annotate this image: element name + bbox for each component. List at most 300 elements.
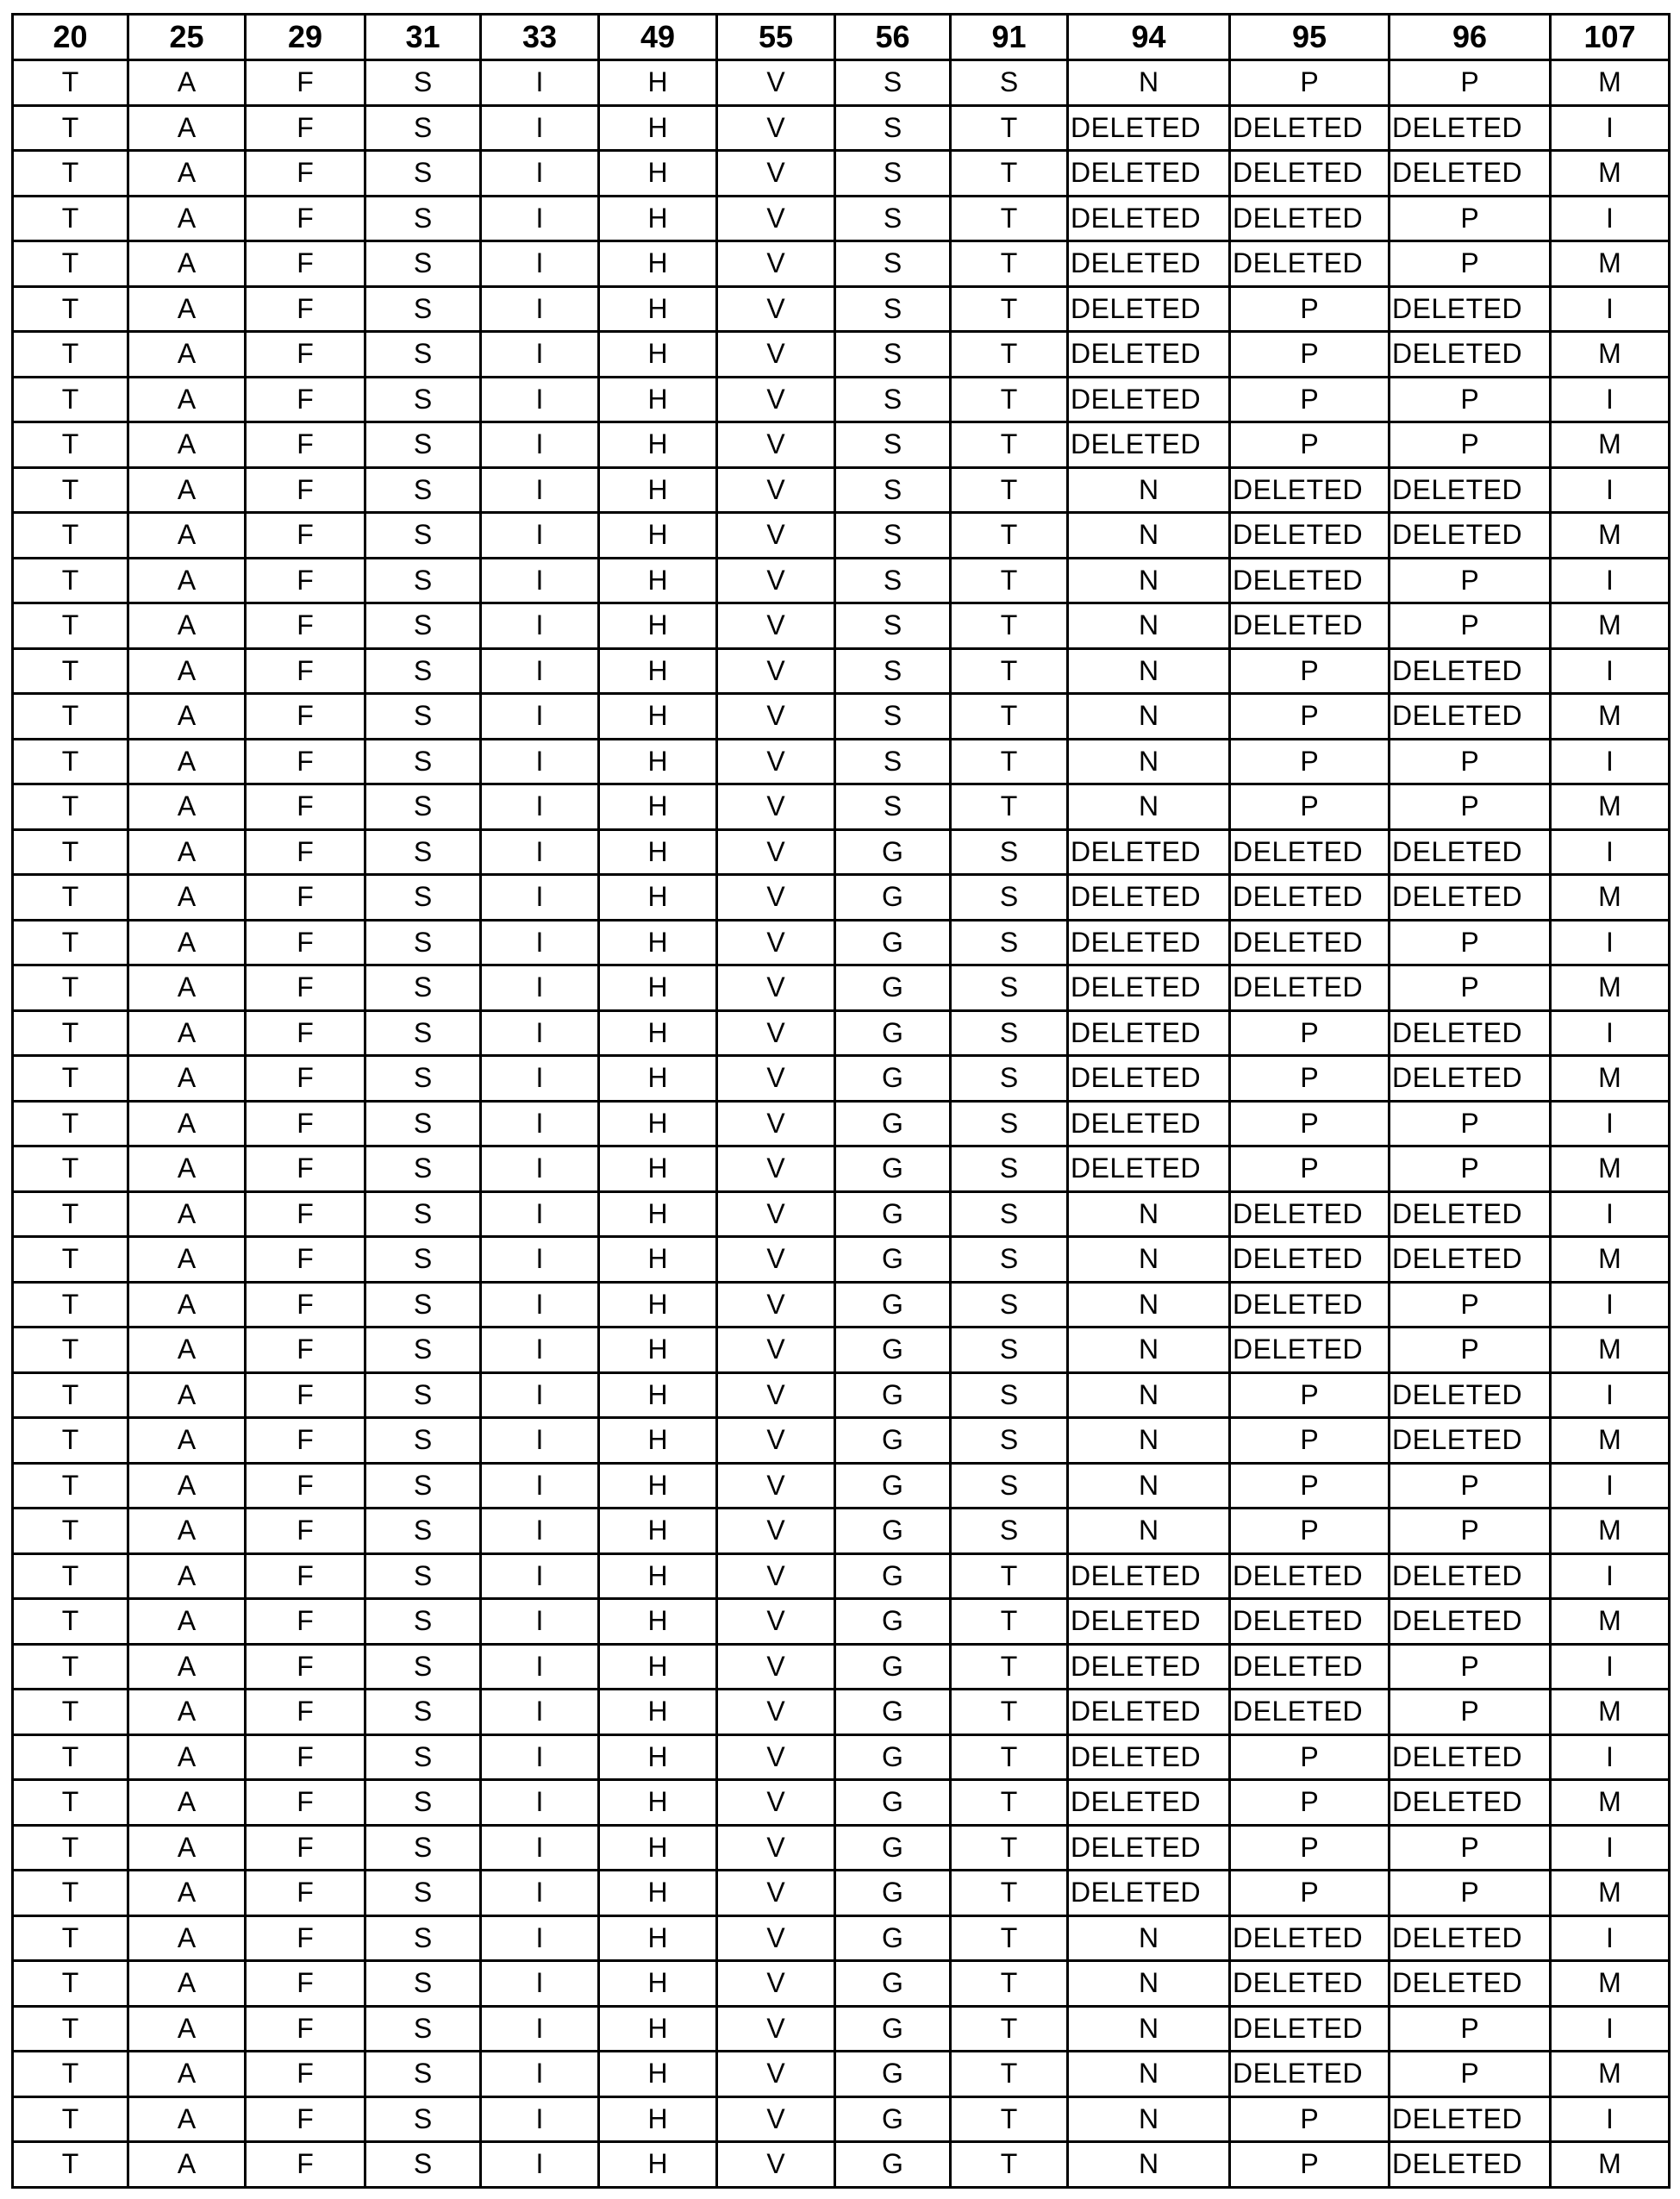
residue-cell: S bbox=[365, 1191, 481, 1237]
residue-cell: H bbox=[599, 1010, 717, 1056]
residue-cell: V bbox=[717, 2052, 835, 2097]
residue-cell: I bbox=[1551, 1010, 1670, 1056]
residue-cell: V bbox=[717, 1237, 835, 1283]
residue-cell: I bbox=[481, 377, 599, 422]
column-header-position: 49 bbox=[599, 15, 717, 60]
residue-cell: P bbox=[1230, 2142, 1390, 2188]
deleted-cell: DELETED bbox=[1068, 1056, 1230, 1102]
residue-cell: G bbox=[835, 2142, 951, 2188]
residue-cell: T bbox=[13, 1915, 128, 1961]
residue-cell: G bbox=[835, 875, 951, 921]
residue-cell: A bbox=[128, 1237, 246, 1283]
deleted-cell: DELETED bbox=[1068, 1101, 1230, 1146]
residue-cell: M bbox=[1551, 875, 1670, 921]
deleted-cell: DELETED bbox=[1390, 1418, 1551, 1464]
deleted-cell: DELETED bbox=[1068, 1010, 1230, 1056]
residue-cell: M bbox=[1551, 1871, 1670, 1916]
residue-cell: I bbox=[1551, 377, 1670, 422]
residue-cell: V bbox=[717, 1328, 835, 1373]
residue-cell: T bbox=[951, 241, 1068, 287]
residue-cell: I bbox=[481, 648, 599, 694]
residue-cell: T bbox=[951, 2052, 1068, 2097]
residue-cell: I bbox=[481, 513, 599, 559]
residue-cell: G bbox=[835, 1690, 951, 1735]
residue-cell: M bbox=[1551, 1509, 1670, 1554]
residue-cell: F bbox=[246, 151, 365, 197]
table-row bbox=[13, 1282, 1670, 1328]
deleted-cell: DELETED bbox=[1230, 2052, 1390, 2097]
residue-cell: F bbox=[246, 1191, 365, 1237]
residue-cell: H bbox=[599, 1780, 717, 1826]
residue-cell: H bbox=[599, 105, 717, 151]
residue-cell: S bbox=[951, 1282, 1068, 1328]
residue-cell: S bbox=[835, 422, 951, 468]
residue-cell: A bbox=[128, 422, 246, 468]
residue-cell: V bbox=[717, 151, 835, 197]
residue-cell: S bbox=[365, 603, 481, 649]
residue-cell: I bbox=[481, 105, 599, 151]
residue-cell: P bbox=[1390, 1146, 1551, 1192]
residue-cell: T bbox=[951, 151, 1068, 197]
deleted-cell: DELETED bbox=[1068, 1599, 1230, 1645]
residue-cell: V bbox=[717, 2006, 835, 2052]
residue-cell: I bbox=[1551, 2006, 1670, 2052]
residue-cell: T bbox=[13, 1690, 128, 1735]
residue-cell: S bbox=[365, 1418, 481, 1464]
header-row bbox=[13, 15, 1670, 60]
table-row bbox=[13, 1101, 1670, 1146]
residue-cell: G bbox=[835, 1146, 951, 1192]
residue-cell: S bbox=[365, 2096, 481, 2142]
residue-cell: S bbox=[365, 1961, 481, 2007]
residue-cell: S bbox=[365, 920, 481, 965]
residue-cell: F bbox=[246, 1825, 365, 1871]
residue-cell: F bbox=[246, 1372, 365, 1418]
residue-cell: N bbox=[1068, 1328, 1230, 1373]
residue-cell: P bbox=[1230, 1372, 1390, 1418]
residue-cell: N bbox=[1068, 513, 1230, 559]
residue-cell: T bbox=[951, 422, 1068, 468]
residue-cell: P bbox=[1230, 1101, 1390, 1146]
residue-cell: T bbox=[13, 2006, 128, 2052]
deleted-cell: DELETED bbox=[1068, 422, 1230, 468]
residue-cell: A bbox=[128, 332, 246, 378]
residue-cell: I bbox=[481, 241, 599, 287]
residue-cell: A bbox=[128, 2096, 246, 2142]
residue-cell: T bbox=[13, 648, 128, 694]
residue-cell: T bbox=[13, 286, 128, 332]
table-row bbox=[13, 286, 1670, 332]
residue-cell: T bbox=[951, 1734, 1068, 1780]
table-row bbox=[13, 332, 1670, 378]
residue-cell: S bbox=[365, 784, 481, 830]
residue-cell: H bbox=[599, 1644, 717, 1690]
residue-cell: I bbox=[1551, 1915, 1670, 1961]
residue-cell: S bbox=[365, 467, 481, 513]
residue-cell: M bbox=[1551, 694, 1670, 740]
residue-cell: S bbox=[835, 60, 951, 106]
deleted-cell: DELETED bbox=[1390, 286, 1551, 332]
residue-cell: T bbox=[951, 603, 1068, 649]
deleted-cell: DELETED bbox=[1230, 1553, 1390, 1599]
table-row bbox=[13, 2006, 1670, 2052]
residue-cell: I bbox=[481, 1237, 599, 1283]
residue-cell: V bbox=[717, 739, 835, 784]
residue-cell: V bbox=[717, 2096, 835, 2142]
deleted-cell: DELETED bbox=[1390, 1734, 1551, 1780]
residue-cell: P bbox=[1390, 1509, 1551, 1554]
residue-cell: I bbox=[481, 1509, 599, 1554]
residue-cell: I bbox=[481, 1056, 599, 1102]
residue-cell: I bbox=[481, 1282, 599, 1328]
residue-cell: T bbox=[13, 1372, 128, 1418]
residue-cell: I bbox=[481, 1961, 599, 2007]
residue-cell: S bbox=[835, 467, 951, 513]
residue-cell: T bbox=[13, 1553, 128, 1599]
residue-cell: T bbox=[951, 694, 1068, 740]
residue-cell: G bbox=[835, 1961, 951, 2007]
residue-cell: G bbox=[835, 1553, 951, 1599]
residue-cell: F bbox=[246, 648, 365, 694]
residue-cell: G bbox=[835, 1056, 951, 1102]
residue-cell: N bbox=[1068, 2006, 1230, 2052]
residue-cell: T bbox=[13, 1418, 128, 1464]
residue-cell: P bbox=[1230, 1418, 1390, 1464]
residue-cell: M bbox=[1551, 1961, 1670, 2007]
deleted-cell: DELETED bbox=[1230, 1191, 1390, 1237]
residue-cell: G bbox=[835, 965, 951, 1011]
residue-cell: G bbox=[835, 1418, 951, 1464]
residue-cell: A bbox=[128, 1328, 246, 1373]
deleted-cell: DELETED bbox=[1230, 467, 1390, 513]
residue-cell: A bbox=[128, 1690, 246, 1735]
residue-cell: H bbox=[599, 467, 717, 513]
deleted-cell: DELETED bbox=[1068, 241, 1230, 287]
residue-cell: V bbox=[717, 875, 835, 921]
residue-cell: A bbox=[128, 1010, 246, 1056]
residue-cell: P bbox=[1230, 784, 1390, 830]
residue-cell: F bbox=[246, 965, 365, 1011]
residue-cell: P bbox=[1390, 558, 1551, 603]
residue-cell: A bbox=[128, 1463, 246, 1509]
residue-cell: H bbox=[599, 1599, 717, 1645]
residue-cell: F bbox=[246, 1010, 365, 1056]
residue-cell: T bbox=[951, 196, 1068, 241]
residue-cell: F bbox=[246, 603, 365, 649]
residue-cell: V bbox=[717, 603, 835, 649]
residue-cell: S bbox=[365, 1734, 481, 1780]
residue-cell: V bbox=[717, 467, 835, 513]
residue-cell: I bbox=[1551, 1734, 1670, 1780]
residue-cell: H bbox=[599, 603, 717, 649]
deleted-cell: DELETED bbox=[1068, 1871, 1230, 1916]
residue-cell: G bbox=[835, 1734, 951, 1780]
column-header-position: 31 bbox=[365, 15, 481, 60]
table-row bbox=[13, 1825, 1670, 1871]
residue-cell: I bbox=[481, 1780, 599, 1826]
table-row bbox=[13, 1734, 1670, 1780]
residue-cell: S bbox=[835, 241, 951, 287]
residue-cell: G bbox=[835, 1915, 951, 1961]
residue-cell: F bbox=[246, 739, 365, 784]
residue-cell: T bbox=[951, 784, 1068, 830]
residue-cell: S bbox=[365, 422, 481, 468]
deleted-cell: DELETED bbox=[1068, 1825, 1230, 1871]
table-row bbox=[13, 1056, 1670, 1102]
residue-cell: A bbox=[128, 1644, 246, 1690]
deleted-cell: DELETED bbox=[1230, 920, 1390, 965]
residue-cell: T bbox=[13, 1282, 128, 1328]
table-row bbox=[13, 105, 1670, 151]
residue-cell: P bbox=[1230, 739, 1390, 784]
residue-cell: G bbox=[835, 1282, 951, 1328]
residue-cell: H bbox=[599, 377, 717, 422]
residue-cell: P bbox=[1390, 2052, 1551, 2097]
residue-cell: G bbox=[835, 1463, 951, 1509]
residue-cell: V bbox=[717, 1282, 835, 1328]
residue-cell: S bbox=[835, 648, 951, 694]
residue-cell: M bbox=[1551, 422, 1670, 468]
residue-cell: S bbox=[835, 151, 951, 197]
residue-cell: A bbox=[128, 603, 246, 649]
deleted-cell: DELETED bbox=[1390, 648, 1551, 694]
residue-cell: A bbox=[128, 2142, 246, 2188]
residue-cell: S bbox=[951, 1328, 1068, 1373]
residue-cell: M bbox=[1551, 1690, 1670, 1735]
residue-cell: M bbox=[1551, 1056, 1670, 1102]
residue-cell: H bbox=[599, 965, 717, 1011]
deleted-cell: DELETED bbox=[1390, 694, 1551, 740]
residue-cell: H bbox=[599, 2052, 717, 2097]
residue-cell: H bbox=[599, 1282, 717, 1328]
table-row bbox=[13, 784, 1670, 830]
deleted-cell: DELETED bbox=[1390, 467, 1551, 513]
residue-cell: S bbox=[365, 1463, 481, 1509]
residue-cell: P bbox=[1390, 965, 1551, 1011]
residue-cell: F bbox=[246, 2006, 365, 2052]
residue-cell: P bbox=[1390, 784, 1551, 830]
residue-cell: S bbox=[835, 332, 951, 378]
residue-cell: I bbox=[1551, 1101, 1670, 1146]
residue-cell: I bbox=[481, 829, 599, 875]
residue-cell: S bbox=[365, 1372, 481, 1418]
residue-cell: T bbox=[13, 196, 128, 241]
residue-cell: I bbox=[481, 875, 599, 921]
residue-cell: M bbox=[1551, 1328, 1670, 1373]
residue-cell: F bbox=[246, 241, 365, 287]
residue-cell: H bbox=[599, 2142, 717, 2188]
residue-cell: S bbox=[951, 965, 1068, 1011]
table-row bbox=[13, 1237, 1670, 1283]
residue-cell: A bbox=[128, 694, 246, 740]
table-row bbox=[13, 1146, 1670, 1192]
deleted-cell: DELETED bbox=[1390, 829, 1551, 875]
residue-cell: T bbox=[13, 1101, 128, 1146]
residue-cell: S bbox=[951, 1101, 1068, 1146]
residue-cell: T bbox=[13, 2052, 128, 2097]
residue-cell: H bbox=[599, 829, 717, 875]
residue-cell: F bbox=[246, 286, 365, 332]
residue-cell: G bbox=[835, 2052, 951, 2097]
residue-cell: V bbox=[717, 920, 835, 965]
deleted-cell: DELETED bbox=[1068, 1553, 1230, 1599]
residue-cell: N bbox=[1068, 784, 1230, 830]
residue-cell: S bbox=[365, 1871, 481, 1916]
residue-cell: P bbox=[1390, 739, 1551, 784]
residue-cell: M bbox=[1551, 332, 1670, 378]
deleted-cell: DELETED bbox=[1230, 1237, 1390, 1283]
residue-cell: F bbox=[246, 1871, 365, 1916]
residue-cell: T bbox=[951, 1961, 1068, 2007]
residue-cell: H bbox=[599, 1509, 717, 1554]
residue-cell: A bbox=[128, 2006, 246, 2052]
residue-cell: H bbox=[599, 1101, 717, 1146]
residue-cell: S bbox=[951, 875, 1068, 921]
residue-cell: F bbox=[246, 513, 365, 559]
deleted-cell: DELETED bbox=[1230, 1328, 1390, 1373]
residue-cell: F bbox=[246, 196, 365, 241]
residue-cell: I bbox=[1551, 1463, 1670, 1509]
residue-cell: T bbox=[951, 105, 1068, 151]
deleted-cell: DELETED bbox=[1230, 241, 1390, 287]
residue-cell: S bbox=[365, 558, 481, 603]
residue-cell: T bbox=[13, 920, 128, 965]
residue-cell: N bbox=[1068, 60, 1230, 106]
deleted-cell: DELETED bbox=[1230, 151, 1390, 197]
residue-cell: P bbox=[1230, 1871, 1390, 1916]
deleted-cell: DELETED bbox=[1230, 1690, 1390, 1735]
residue-cell: F bbox=[246, 1146, 365, 1192]
residue-cell: S bbox=[365, 829, 481, 875]
residue-cell: V bbox=[717, 105, 835, 151]
residue-cell: P bbox=[1390, 377, 1551, 422]
column-header-position: 96 bbox=[1390, 15, 1551, 60]
residue-cell: F bbox=[246, 1056, 365, 1102]
residue-cell: I bbox=[481, 1328, 599, 1373]
residue-cell: S bbox=[365, 965, 481, 1011]
residue-cell: S bbox=[365, 648, 481, 694]
residue-cell: I bbox=[481, 739, 599, 784]
residue-cell: F bbox=[246, 60, 365, 106]
residue-cell: S bbox=[835, 694, 951, 740]
residue-cell: A bbox=[128, 105, 246, 151]
deleted-cell: DELETED bbox=[1390, 332, 1551, 378]
table-row bbox=[13, 558, 1670, 603]
residue-cell: F bbox=[246, 1734, 365, 1780]
residue-cell: V bbox=[717, 1463, 835, 1509]
residue-cell: T bbox=[951, 1553, 1068, 1599]
residue-cell: P bbox=[1230, 648, 1390, 694]
residue-cell: S bbox=[951, 1463, 1068, 1509]
residue-cell: S bbox=[365, 1010, 481, 1056]
deleted-cell: DELETED bbox=[1068, 1734, 1230, 1780]
residue-cell: S bbox=[365, 875, 481, 921]
residue-cell: S bbox=[365, 377, 481, 422]
residue-cell: V bbox=[717, 1825, 835, 1871]
table-row bbox=[13, 1915, 1670, 1961]
residue-cell: I bbox=[1551, 648, 1670, 694]
residue-cell: F bbox=[246, 2096, 365, 2142]
deleted-cell: DELETED bbox=[1390, 1961, 1551, 2007]
deleted-cell: DELETED bbox=[1068, 332, 1230, 378]
residue-cell: A bbox=[128, 558, 246, 603]
residue-cell: S bbox=[835, 377, 951, 422]
residue-cell: V bbox=[717, 829, 835, 875]
residue-cell: S bbox=[365, 2006, 481, 2052]
deleted-cell: DELETED bbox=[1068, 151, 1230, 197]
residue-cell: V bbox=[717, 241, 835, 287]
residue-cell: M bbox=[1551, 1418, 1670, 1464]
residue-cell: V bbox=[717, 1915, 835, 1961]
residue-cell: P bbox=[1390, 1644, 1551, 1690]
residue-cell: I bbox=[481, 1463, 599, 1509]
residue-cell: T bbox=[13, 1734, 128, 1780]
residue-cell: S bbox=[835, 105, 951, 151]
residue-cell: V bbox=[717, 558, 835, 603]
residue-cell: A bbox=[128, 829, 246, 875]
residue-cell: P bbox=[1390, 422, 1551, 468]
residue-cell: F bbox=[246, 2142, 365, 2188]
residue-cell: F bbox=[246, 1690, 365, 1735]
residue-cell: V bbox=[717, 1780, 835, 1826]
residue-cell: A bbox=[128, 2052, 246, 2097]
residue-cell: A bbox=[128, 739, 246, 784]
residue-cell: T bbox=[13, 2142, 128, 2188]
residue-cell: M bbox=[1551, 2052, 1670, 2097]
residue-cell: S bbox=[365, 1825, 481, 1871]
table-row bbox=[13, 1780, 1670, 1826]
residue-cell: H bbox=[599, 694, 717, 740]
residue-cell: N bbox=[1068, 1237, 1230, 1283]
deleted-cell: DELETED bbox=[1230, 1915, 1390, 1961]
residue-cell: S bbox=[835, 603, 951, 649]
residue-cell: T bbox=[951, 1780, 1068, 1826]
residue-cell: I bbox=[481, 1599, 599, 1645]
residue-cell: T bbox=[13, 467, 128, 513]
residue-cell: A bbox=[128, 1734, 246, 1780]
deleted-cell: DELETED bbox=[1068, 1780, 1230, 1826]
column-header-position: 55 bbox=[717, 15, 835, 60]
residue-cell: H bbox=[599, 1825, 717, 1871]
table-row bbox=[13, 2142, 1670, 2188]
table-row bbox=[13, 1644, 1670, 1690]
residue-cell: A bbox=[128, 1961, 246, 2007]
residue-cell: F bbox=[246, 1418, 365, 1464]
residue-cell: N bbox=[1068, 1191, 1230, 1237]
residue-cell: V bbox=[717, 1418, 835, 1464]
deleted-cell: DELETED bbox=[1230, 1599, 1390, 1645]
residue-cell: M bbox=[1551, 1780, 1670, 1826]
residue-cell: I bbox=[481, 1418, 599, 1464]
residue-cell: S bbox=[951, 920, 1068, 965]
residue-cell: V bbox=[717, 1871, 835, 1916]
residue-cell: S bbox=[365, 1915, 481, 1961]
residue-cell: P bbox=[1230, 1463, 1390, 1509]
residue-cell: A bbox=[128, 1056, 246, 1102]
residue-cell: A bbox=[128, 965, 246, 1011]
residue-cell: H bbox=[599, 2006, 717, 2052]
residue-cell: S bbox=[365, 1282, 481, 1328]
residue-cell: V bbox=[717, 286, 835, 332]
residue-cell: N bbox=[1068, 1961, 1230, 2007]
residue-cell: F bbox=[246, 1915, 365, 1961]
residue-cell: T bbox=[951, 558, 1068, 603]
residue-cell: S bbox=[365, 286, 481, 332]
residue-cell: F bbox=[246, 920, 365, 965]
residue-cell: G bbox=[835, 1871, 951, 1916]
table-row bbox=[13, 648, 1670, 694]
residue-cell: V bbox=[717, 1191, 835, 1237]
